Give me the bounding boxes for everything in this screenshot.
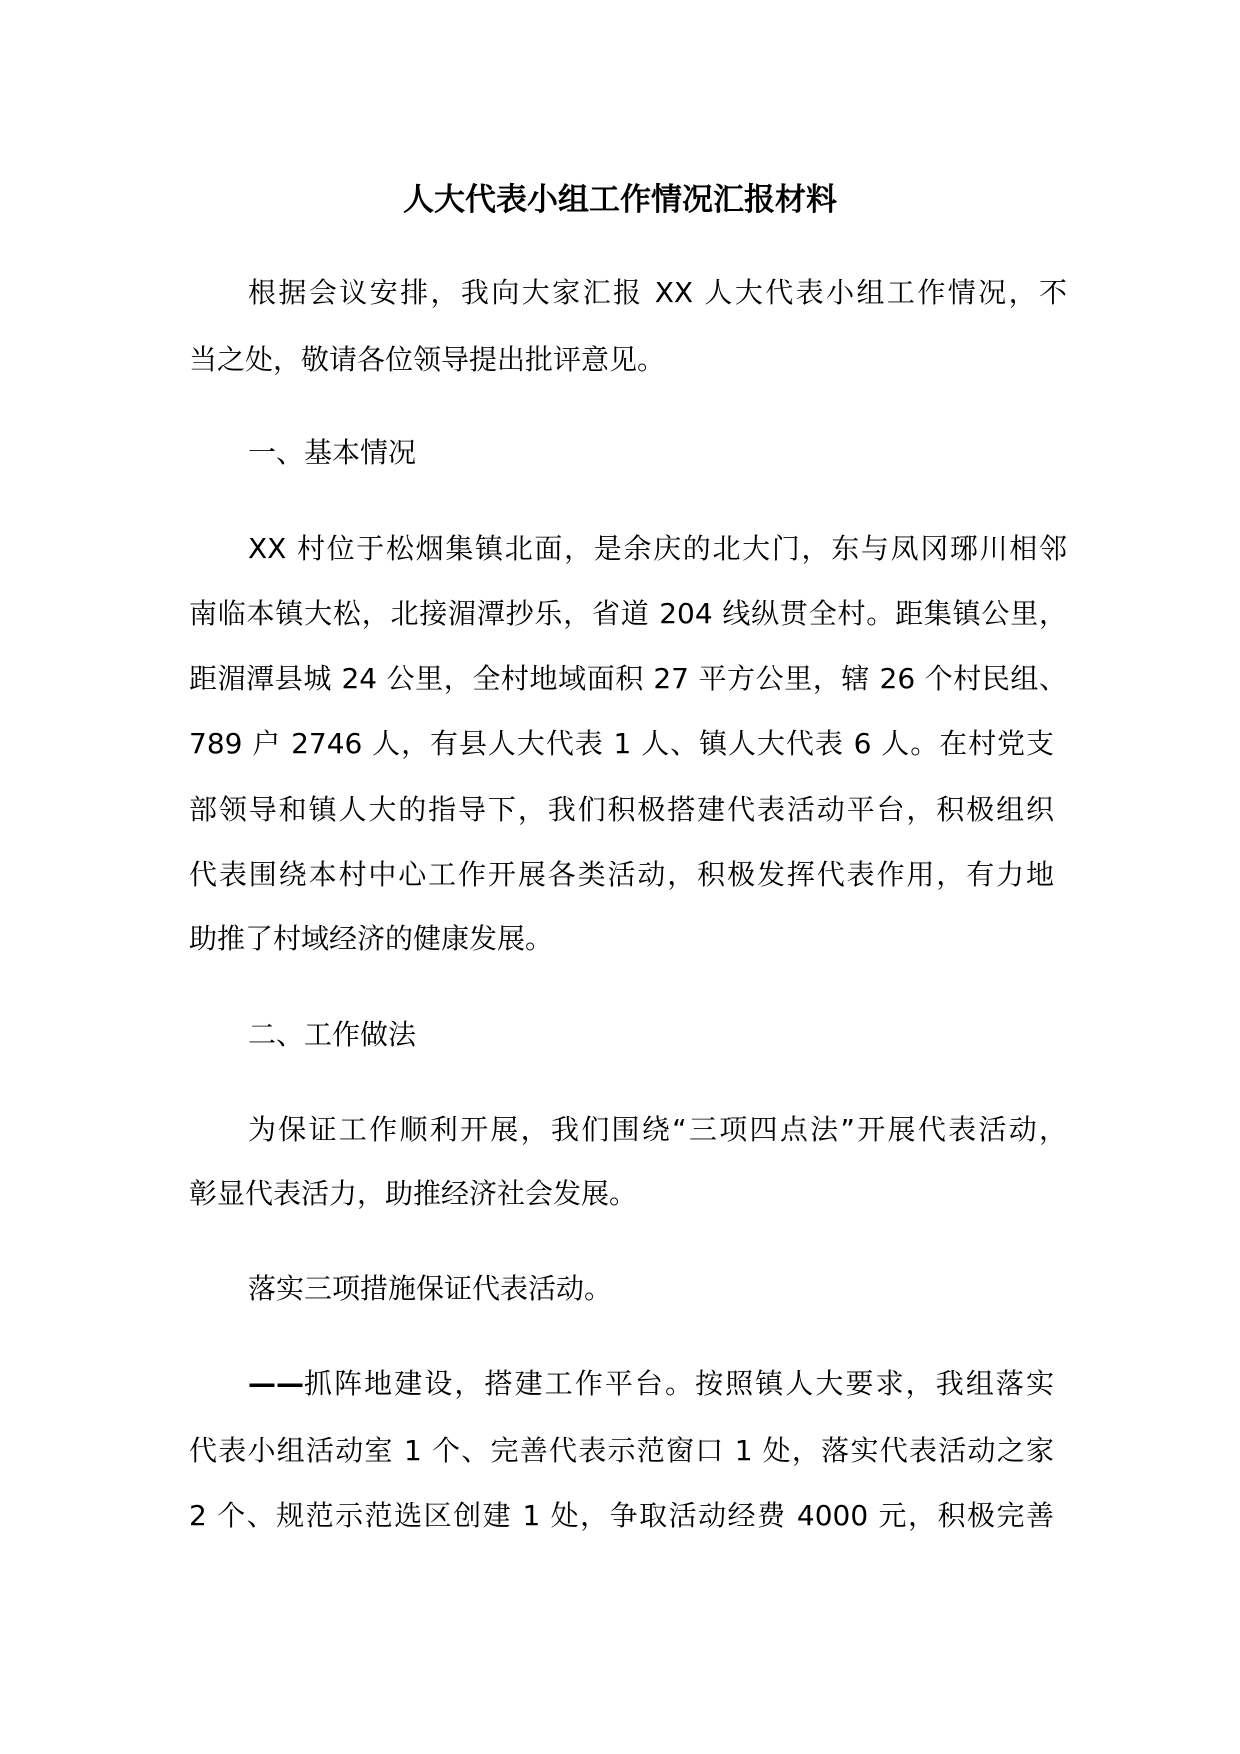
- document-title: 人大代表小组工作情况汇报材料: [403, 182, 837, 218]
- paragraph-line: XX 村位于松烟集镇北面，是余庆的北大门，东与凤冈琊川相邻: [248, 532, 1067, 565]
- paragraph-line: 部领导和镇人大的指导下，我们积极搭建代表活动平台，积极组织: [189, 793, 1054, 826]
- paragraph-line: 当之处，敬请各位领导提出批评意见。: [189, 343, 666, 376]
- paragraph-line: 789 户 2746 人，有县人大代表 1 人、镇人大代表 6 人。在村党支: [189, 727, 1054, 760]
- paragraph-line: 落实三项措施保证代表活动。: [248, 1272, 613, 1305]
- paragraph-line: 2 个、规范示范选区创建 1 处，争取活动经费 4000 元，积极完善: [189, 1499, 1054, 1532]
- section-heading: 一、基本情况: [248, 436, 417, 469]
- paragraph-line: 彰显代表活力，助推经济社会发展。: [189, 1177, 638, 1210]
- paragraph-line: 根据会议安排，我向大家汇报 XX 人大代表小组工作情况，不: [248, 276, 1067, 309]
- em-dash: ——: [248, 1367, 304, 1400]
- paragraph-line-text: 抓阵地建设，搭建工作平台。按照镇人大要求，我组落实: [304, 1367, 1054, 1400]
- paragraph-line: 代表围绕本村中心工作开展各类活动，积极发挥代表作用，有力地: [189, 858, 1054, 891]
- paragraph-line: 为保证工作顺利开展，我们围绕“三项四点法”开展代表活动，: [248, 1113, 1067, 1146]
- paragraph-line: [248, 1364, 1054, 1404]
- paragraph-line: 助推了村域经济的健康发展。: [189, 922, 554, 955]
- paragraph-line: 南临本镇大松，北接湄潭抄乐，省道 204 线纵贯全村。距集镇公里，: [189, 597, 1067, 630]
- section-heading: 二、工作做法: [248, 1018, 417, 1051]
- paragraph-line: 代表小组活动室 1 个、完善代表示范窗口 1 处，落实代表活动之家: [189, 1434, 1054, 1467]
- paragraph-line: 距湄潭县城 24 公里，全村地域面积 27 平方公里，辖 26 个村民组、: [189, 662, 1067, 695]
